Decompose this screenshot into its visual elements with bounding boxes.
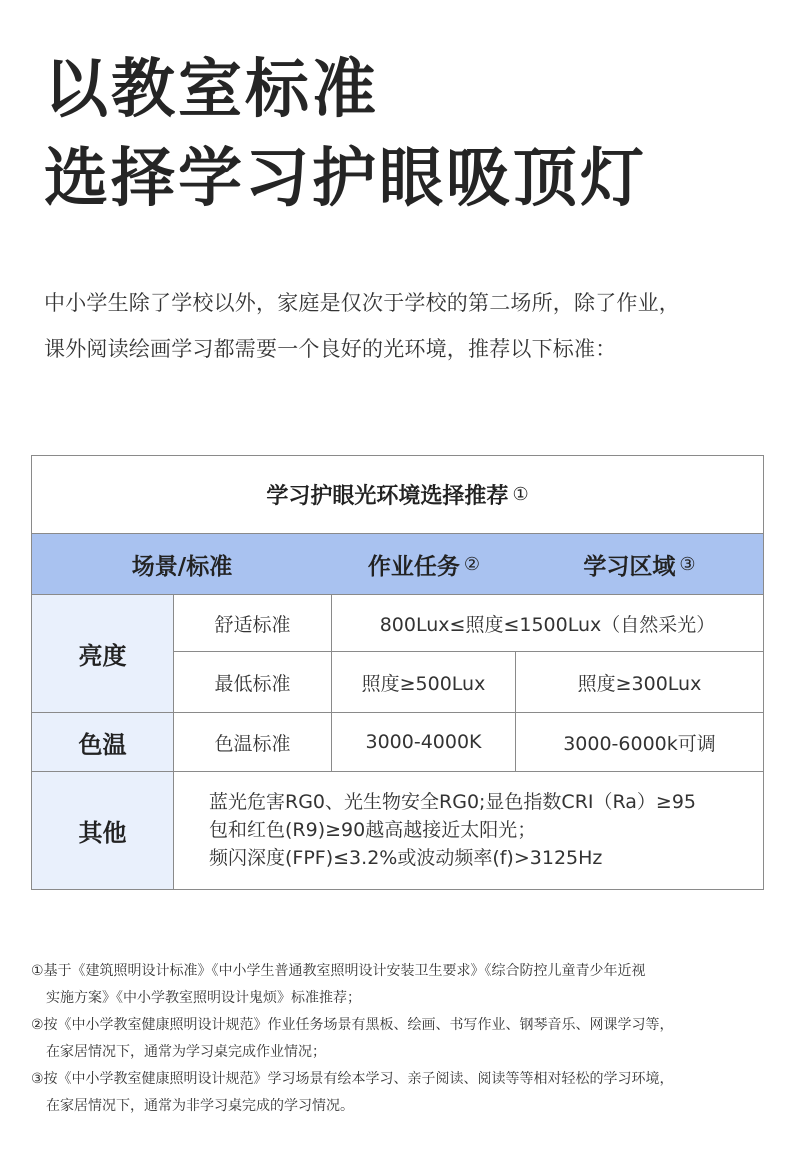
header-area bbox=[516, 534, 763, 595]
category-color-temp: 色温 bbox=[32, 713, 174, 772]
footnotes bbox=[31, 958, 771, 1120]
other-requirements bbox=[174, 772, 763, 889]
intro-line-1: 中小学生除了学校以外，家庭是仅次于学校的第二场所，除了作业， bbox=[44, 291, 680, 315]
brightness-comfort-label: 舒适标准 bbox=[174, 595, 332, 652]
brightness-comfort-value: 800Lux≤照度≤1500Lux（自然采光） bbox=[332, 595, 763, 652]
table-title-text: 学习护眼光环境选择推荐 bbox=[266, 484, 509, 509]
footnote-2-line-2: 在家居情况下，通常为学习桌完成作业情况； bbox=[46, 1044, 326, 1060]
footnote-mark-3: ③ bbox=[679, 553, 696, 575]
footnote-3-line-2: 在家居情况下，通常为非学习桌完成的学习情况。 bbox=[46, 1098, 354, 1114]
footnote-1-line-1: ①基于《建筑照明设计标准》《中小学生普通教室照明设计安装卫生要求》《综合防控儿童青少年近视 bbox=[31, 963, 646, 979]
header-scene-label: 场景/标准 bbox=[131, 553, 233, 580]
intro-line-2: 课外阅读绘画学习都需要一个良好的光环境，推荐以下标准： bbox=[44, 337, 617, 361]
category-other: 其他 bbox=[32, 772, 174, 889]
footnote-mark-1: ① bbox=[512, 484, 529, 505]
header-task-label: 作业任务 bbox=[367, 553, 460, 580]
page-title-line2: 选择学习护眼吸顶灯 bbox=[44, 142, 647, 216]
color-temp-area: 3000-6000k可调 bbox=[516, 713, 763, 772]
footnote-mark-2: ② bbox=[463, 553, 481, 575]
page-title-line1: 以教室标准 bbox=[44, 53, 379, 127]
brightness-min-label: 最低标准 bbox=[174, 652, 332, 713]
recommendation-table bbox=[31, 455, 764, 890]
footnote-3-line-1: ③按《中小学教室健康照明设计规范》学习场景有绘本学习、亲子阅读、阅读等等相对轻松的学习环境， bbox=[31, 1071, 674, 1087]
header-scene bbox=[32, 534, 332, 595]
other-line-1: 蓝光危害RG0、光生物安全RG0;显色指数CRI（Ra）≥95 bbox=[209, 791, 697, 813]
color-temp-task: 3000-4000K bbox=[332, 713, 516, 772]
brightness-min-task: 照度≥500Lux bbox=[332, 652, 516, 713]
header-area-label: 学习区域 bbox=[583, 553, 676, 580]
footnote-1-line-2: 实施方案》《中小学教室照明设计鬼烦》标准推荐； bbox=[46, 990, 361, 1006]
other-line-3: 频闪深度(FPF)≤3.2%或波动频率(f)>3125Hz bbox=[209, 847, 603, 869]
footnote-2-line-1: ②按《中小学教室健康照明设计规范》作业任务场景有黑板、绘画、书写作业、钢琴音乐、网课学习等， bbox=[31, 1017, 674, 1033]
color-temp-std-label: 色温标准 bbox=[174, 713, 332, 772]
header-task bbox=[332, 534, 516, 595]
brightness-min-area: 照度≥300Lux bbox=[516, 652, 763, 713]
intro-paragraph bbox=[44, 280, 680, 372]
category-brightness: 亮度 bbox=[32, 595, 174, 713]
table-title bbox=[32, 456, 763, 534]
other-line-2: 包和红色(R9)≥90越高越接近太阳光； bbox=[209, 819, 537, 841]
